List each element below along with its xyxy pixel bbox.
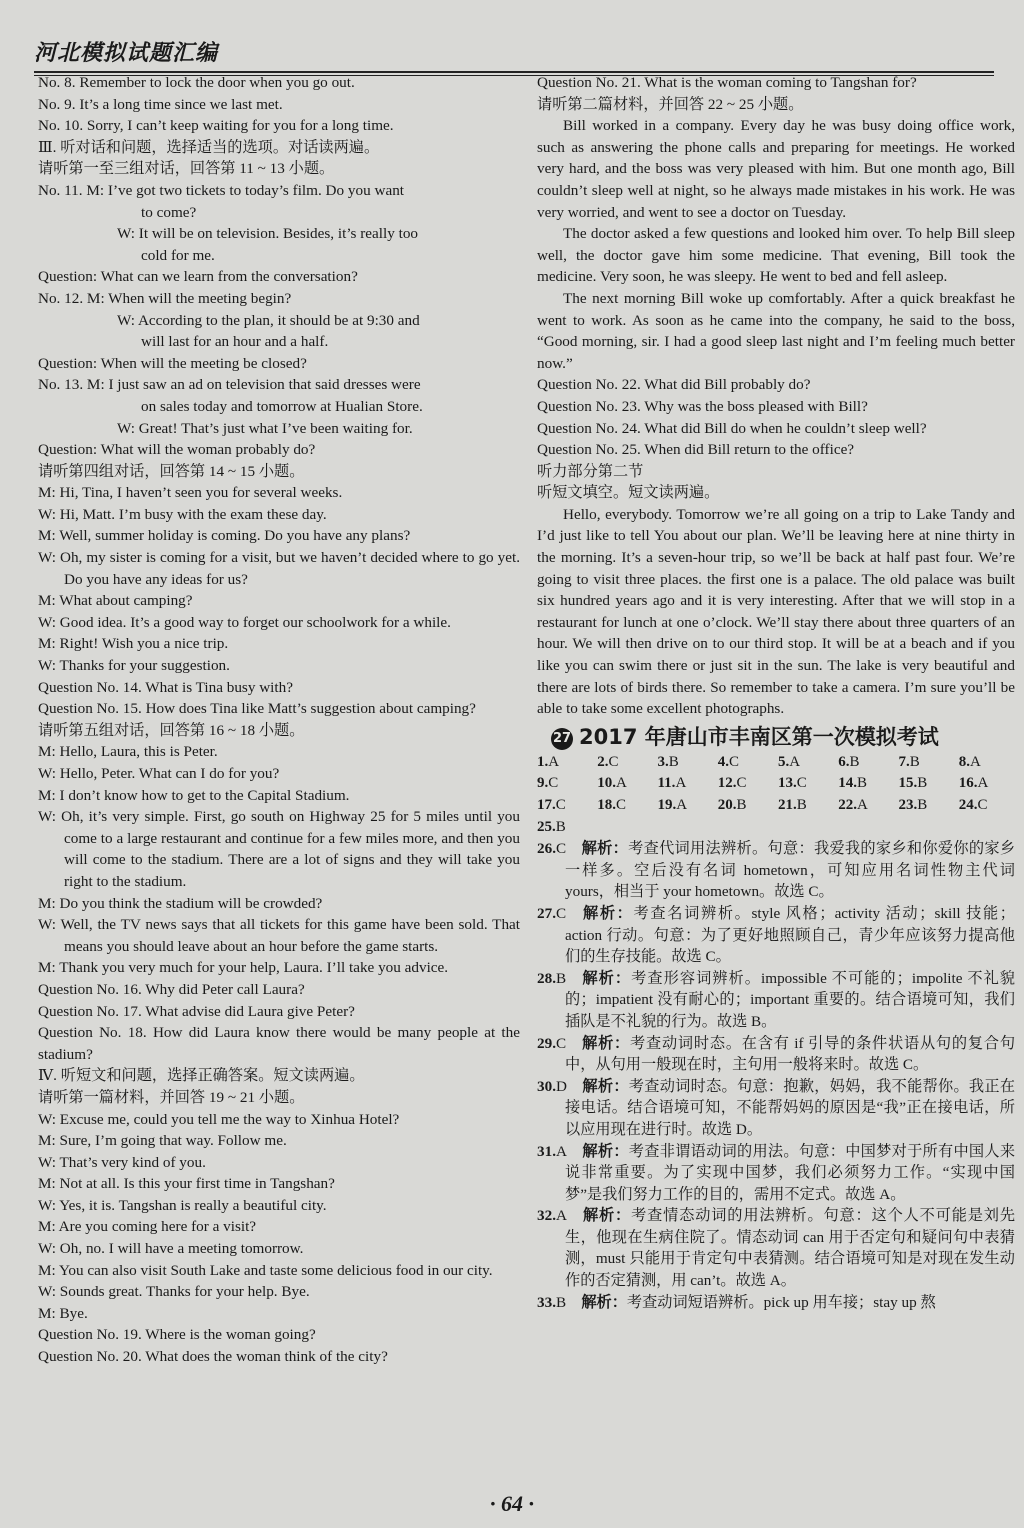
answer-number: 2. [597, 753, 609, 770]
script-line: No. 11. M: I’ve got two tickets to today’s film. Do you want [38, 181, 405, 199]
explanation-text: 考查代词用法辨析。句意：我爱我的家乡和你爱你的家乡一样多。空后没有名词 hometown，可知应用名词性物主代词 yours，相当于 your hometown。故选 C。 [565, 840, 1016, 901]
explanation-text: 考查名词辨析。style 风格；activity 活动；skill 技能；action 行动。句意：为了更好地照顾自己，青少年应该努力提高他们的生存技能。故选 C。 [565, 904, 1015, 966]
explanation-text: 考查形容词辨析。impossible 不可能的；impolite 不礼貌的；impatient 没有耐心的；important 重要的。结合语境可知，我们插队是不礼貌的行为。故选 B。 [565, 969, 1015, 1030]
explanation-answer: C [555, 840, 582, 858]
script-line: No. 8. Remember to lock the door when you go out. [38, 74, 355, 91]
question-line: Question: When will the meeting be closed? [38, 354, 307, 372]
answer-item [959, 773, 1015, 795]
dialogue-line: W: That’s very kind of you. [38, 1153, 206, 1171]
question-line: Question No. 24. What did Bill do when he couldn’t sleep well? [537, 419, 927, 437]
question-line: Question No. 25. When did Bill return to the office? [537, 441, 855, 459]
dialogue-line: W: Well, the TV news says that all tickets for this game have been sold. That means you should leave about an hour before the game starts. [38, 916, 520, 955]
script-line: W: According to the plan, it should be at 9:30 and [117, 311, 420, 329]
passage-paragraph: The next morning Bill woke up comfortably. After a quick breakfast he went to work. As soon as he came into the company, he said to the boss, “Good morning, sir. I had a good sleep last night and I’m feeling much better now.” [537, 289, 1015, 372]
script-line: W: It will be on television. Besides, it’s really too [117, 225, 419, 243]
script-line: No. 13. M: I just saw an ad on television that said dresses were [38, 376, 421, 394]
answer-item [718, 752, 774, 774]
explanation-item [537, 838, 1015, 903]
answer-number: 11. [657, 775, 676, 792]
answer-number: 7. [898, 753, 910, 770]
dialogue-line: M: Do you think the stadium will be crowded? [38, 894, 323, 912]
explanation-item [537, 1292, 1015, 1314]
answer-number: 17. [537, 797, 556, 813]
answer-letter: B [555, 818, 566, 835]
passage-paragraph: The doctor asked a few questions and looked him over. To help Bill sleep well, the doctor gave him some medicine. That evening, Bill took the medicine. Very soon, he was sleepy. He went to bed and fell asleep. [537, 225, 1015, 286]
explanation-label: 解析： [581, 969, 632, 987]
dialogue-line: W: Good idea. It’s a good way to forget our schoolwork for a while. [38, 613, 451, 631]
instruction: 听短文填空。短文读两遍。 [537, 484, 720, 502]
answer-number: 1. [537, 753, 549, 770]
explanation-label: 解析： [582, 1142, 629, 1160]
explanation-number: 32. [537, 1207, 556, 1225]
answer-number: 25. [537, 818, 556, 835]
answer-number: 12. [717, 775, 737, 792]
question-line: Question No. 22. What did Bill probably do? [537, 376, 811, 394]
explanation-text: 考查非谓语动词的用法。句意：中国梦对于所有中国人来说非常重要。为了实现中国梦，我们必须努力工作。“实现中国梦”是我们努力工作的目的，需用不定式。故选 A。 [565, 1142, 1016, 1203]
answer-number: 16. [958, 775, 978, 792]
answer-number: 19. [657, 797, 677, 813]
dialogue-line: M: Sure, I’m going that way. Follow me. [38, 1132, 287, 1150]
dialogue-line: M: What about camping? [38, 592, 193, 610]
answer-item [537, 795, 593, 817]
explanation-number: 27. [537, 904, 556, 922]
answer-item [658, 752, 714, 774]
exam-title [551, 722, 1015, 752]
explanation-number: 31. [537, 1142, 556, 1160]
left-column [38, 72, 520, 1368]
answer-item [778, 773, 834, 795]
answer-letter: B [668, 753, 679, 770]
answer-number: 6. [838, 753, 850, 770]
answer-item [899, 773, 955, 795]
section-heading: Ⅳ. 听短文和问题，选择正确答案。短文读两遍。 [38, 1067, 365, 1085]
dialogue-line: M: Thank you very much for your help, Laura. I’ll take you advice. [38, 959, 449, 977]
explanation-answer: B [555, 969, 582, 987]
answer-letter: C [608, 753, 619, 770]
script-line: No. 9. It’s a long time since we last met. [38, 95, 283, 113]
answer-item [959, 795, 1015, 817]
explanation-item [537, 968, 1015, 1033]
dialogue-line: W: Hi, Matt. I’m busy with the exam these day. [38, 505, 327, 523]
answer-item [778, 795, 834, 817]
instruction: 请听第一至三组对话，回答第 11 ~ 13 小题。 [38, 160, 335, 178]
answer-letter: B [917, 797, 928, 813]
explanation-item [537, 1141, 1015, 1206]
explanations-list [537, 838, 1015, 1313]
page-header [34, 36, 994, 76]
answer-item [597, 752, 653, 774]
book-title: 河北模拟试题汇编 [34, 40, 219, 65]
script-line: on sales today and tomorrow at Hualian Store. [141, 397, 423, 415]
answer-item [899, 752, 955, 774]
answer-item [597, 795, 653, 817]
explanation-answer: A [555, 1142, 583, 1160]
explanation-number: 33. [537, 1293, 556, 1311]
answer-number: 9. [537, 775, 549, 792]
exam-title-text: 2017 年唐山市丰南区第一次模拟考试 [579, 724, 939, 749]
answer-number: 14. [838, 775, 857, 792]
explanation-label: 解析： [581, 904, 634, 922]
dialogue-line: W: Oh, no. I will have a meeting tomorrow. [38, 1240, 304, 1258]
dialogue-line: W: Hello, Peter. What can I do for you? [38, 765, 280, 782]
answer-letter: C [548, 775, 559, 792]
answer-item [718, 773, 774, 795]
right-column [537, 72, 1015, 1313]
explanation-label: 解析： [582, 1207, 632, 1225]
question-line: Question No. 18. How did Laura know there would be many people at the stadium? [38, 1024, 520, 1063]
answer-item [838, 752, 894, 774]
explanation-answer: C [555, 904, 582, 922]
explanation-answer: C [555, 1034, 582, 1052]
answer-number: 13. [778, 775, 797, 792]
answer-item [959, 752, 1015, 774]
explanation-answer: D [555, 1077, 583, 1095]
instruction: 请听第一篇材料，并回答 19 ~ 21 小题。 [38, 1088, 305, 1106]
answer-letter: B [796, 797, 807, 813]
answer-item [537, 752, 593, 774]
explanation-item [537, 1033, 1015, 1076]
answer-number: 22. [838, 797, 857, 813]
script-line: No. 12. M: When will the meeting begin? [38, 289, 292, 307]
question-line: Question: What will the woman probably do? [38, 441, 316, 459]
dialogue-line: M: Are you coming here for a visit? [38, 1218, 257, 1236]
question-line: Question No. 17. What advise did Laura give Peter? [38, 1002, 355, 1020]
question-line: Question No. 20. What does the woman think of the city? [38, 1348, 388, 1366]
answer-number: 15. [898, 775, 918, 792]
explanation-text: 考查情态动词的用法辨析。句意：这个人不可能是刘先生，他现在生病住院了。情态动词 can 用于否定句和疑问句中表猜测，must 只能用于肯定句中表猜测。结合语境可知是对现在发生动作的否定猜测，用 can’t。故选 A。 [565, 1207, 1016, 1290]
passage-paragraph: Hello, everybody. Tomorrow we’re all going on a trip to Lake Tandy and I’d just like to tell You about our plan. We’ll be leaving here at nine thirty in the morning. It’s a seven-hour trip, so we’ll be back at half past four. We’re going to visit three places. the first one is a palace. The old palace was built six hundred years ago and it is very interesting. After that we will stop in a restaurant for lunch at one o’clock. We’ll stay there about three quarters of an hour. We will then drive on to our third stop. It will be at a beach and if you like you can swim there or just sit in the sun. The lake is very beautiful and there are lots of birds there. So remember to take a camera. I’m sure you’ll be able to take some excellent photographs. [537, 505, 1015, 718]
passage-paragraph: Bill worked in a company. Every day he was busy doing office work, such as answering the phone calls and preparing for meetings. He worked very hard, and the boss was very pleased with him. But one month ago, Bill couldn’t sleep well at night, so he always made mistakes in his work. He was very worried, and went to see a doctor on Tuesday. [537, 117, 1015, 221]
dialogue-line: M: Bye. [38, 1304, 88, 1322]
explanation-text: 考查动词短语辨析。pick up 用车接；stay up 熬 [626, 1293, 936, 1311]
page-number: · 64 · [490, 1491, 534, 1516]
answer-number: 23. [898, 797, 918, 813]
answer-item [597, 773, 653, 795]
dialogue-line: M: Hi, Tina, I haven’t seen you for several weeks. [38, 484, 343, 502]
answer-number: 21. [778, 797, 797, 813]
explanation-item [537, 1205, 1015, 1291]
question-line: Question No. 15. How does Tina like Matt’s suggestion about camping? [38, 700, 476, 718]
answer-number: 3. [657, 753, 669, 770]
dialogue-line: M: Not at all. Is this your first time in Tangshan? [38, 1175, 335, 1193]
dialogue-line: M: Hello, Laura, this is Peter. [38, 743, 218, 761]
script-line: will last for an hour and a half. [141, 333, 329, 351]
section-heading: Ⅲ. 听对话和问题，选择适当的选项。对话读两遍。 [38, 138, 380, 156]
dialogue-line: W: Excuse me, could you tell me the way to Xinhua Hotel? [38, 1110, 400, 1128]
dialogue-line: W: Thanks for your suggestion. [38, 657, 230, 675]
instruction: 请听第四组对话，回答第 14 ~ 15 小题。 [38, 462, 305, 480]
script-line: to come? [141, 203, 197, 221]
question-line: Question: What can we learn from the conversation? [38, 268, 358, 286]
explanation-label: 解析： [581, 1034, 631, 1052]
answer-key-grid [537, 752, 1015, 838]
answer-letter: A [789, 753, 801, 770]
answer-letter: B [917, 775, 928, 792]
answer-letter: C [729, 753, 740, 770]
explanation-number: 30. [537, 1077, 556, 1095]
dialogue-line: M: Right! Wish you a nice trip. [38, 635, 229, 653]
script-line: W: Great! That’s just what I’ve been waiting for. [117, 419, 413, 437]
explanation-label: 解析： [581, 1293, 627, 1311]
answer-number: 20. [717, 797, 737, 813]
explanation-item [537, 1076, 1015, 1141]
script-line: cold for me. [141, 246, 215, 264]
answer-number: 10. [597, 775, 616, 792]
explanation-answer: B [555, 1293, 582, 1311]
answer-letter: B [909, 753, 920, 770]
explanation-answer: A [555, 1207, 583, 1225]
answer-letter: C [555, 797, 566, 813]
answer-letter: C [616, 797, 627, 813]
answer-letter: A [616, 775, 627, 792]
answer-letter: C [736, 775, 747, 792]
question-line: Question No. 21. What is the woman coming to Tangshan for? [537, 74, 917, 91]
dialogue-line: M: You can also visit South Lake and taste some delicious food in our city. [38, 1261, 493, 1279]
dialogue-line: M: Well, summer holiday is coming. Do you have any plans? [38, 527, 411, 545]
answer-item [658, 795, 714, 817]
explanation-label: 解析： [581, 840, 629, 858]
explanation-number: 29. [537, 1034, 556, 1052]
section-heading: 听力部分第二节 [537, 462, 644, 480]
dialogue-line: W: Yes, it is. Tangshan is really a beautiful city. [38, 1196, 327, 1214]
question-line: Question No. 16. Why did Peter call Laura? [38, 980, 305, 998]
answer-letter: A [676, 797, 688, 813]
answer-letter: A [675, 775, 687, 792]
answer-number: 4. [717, 753, 729, 770]
answer-number: 18. [597, 797, 616, 813]
script-line: No. 10. Sorry, I can’t keep waiting for you for a long time. [38, 117, 394, 135]
answer-item [838, 795, 894, 817]
answer-letter: A [857, 797, 868, 813]
answer-item [537, 773, 593, 795]
answer-number: 8. [958, 753, 970, 770]
answer-item [658, 773, 714, 795]
answer-letter: A [977, 775, 989, 792]
dialogue-line: W: Oh, it’s very simple. First, go south on Highway 25 for 5 miles until you come to a large restaurant and continue for a few miles more, and then you will come to the stadium. There are a lot of signs and they will take you right to the stadium. [38, 808, 520, 890]
answer-letter: A [970, 753, 981, 770]
dialogue-line: W: Sounds great. Thanks for your help. Bye. [38, 1283, 310, 1301]
explanation-item [537, 903, 1015, 968]
answer-letter: B [736, 797, 747, 813]
explanation-text: 考查动词时态。在含有 if 引导的条件状语从句的复合句中，从句用一般现在时，主句用一般将来时。故选 C。 [565, 1034, 1016, 1074]
instruction: 请听第二篇材料，并回答 22 ~ 25 小题。 [537, 95, 804, 113]
answer-item [778, 752, 834, 774]
explanation-number: 26. [537, 840, 556, 858]
question-line: Question No. 23. Why was the boss pleased with Bill? [537, 397, 868, 415]
answer-item [718, 795, 774, 817]
answer-number: 24. [958, 797, 978, 813]
answer-letter: C [977, 797, 988, 813]
answer-item [838, 773, 894, 795]
dialogue-line: M: I don’t know how to get to the Capital Stadium. [38, 786, 350, 804]
question-line: Question No. 19. Where is the woman going? [38, 1326, 316, 1344]
exam-number-badge: 27 [551, 728, 573, 750]
answer-letter: A [548, 753, 560, 770]
answer-letter: B [849, 753, 860, 770]
answer-number: 5. [778, 753, 790, 770]
answer-letter: C [796, 775, 807, 792]
dialogue-line: W: Oh, my sister is coming for a visit, but we haven’t decided where to go yet. Do you have any ideas for us? [38, 549, 520, 588]
answer-letter: B [857, 775, 868, 792]
explanation-label: 解析： [582, 1077, 629, 1095]
explanation-number: 28. [537, 969, 556, 987]
question-line: Question No. 14. What is Tina busy with? [38, 678, 293, 696]
explanation-text: 考查动词时态。句意：抱歉，妈妈，我不能帮你。我正在接电话。结合语境可知，不能帮妈妈的原因是“我”正在接电话，所以应用现在进行时。故选 D。 [565, 1077, 1016, 1138]
instruction: 请听第五组对话，回答第 16 ~ 18 小题。 [38, 721, 305, 739]
answer-item [537, 817, 593, 839]
answer-item [899, 795, 955, 817]
